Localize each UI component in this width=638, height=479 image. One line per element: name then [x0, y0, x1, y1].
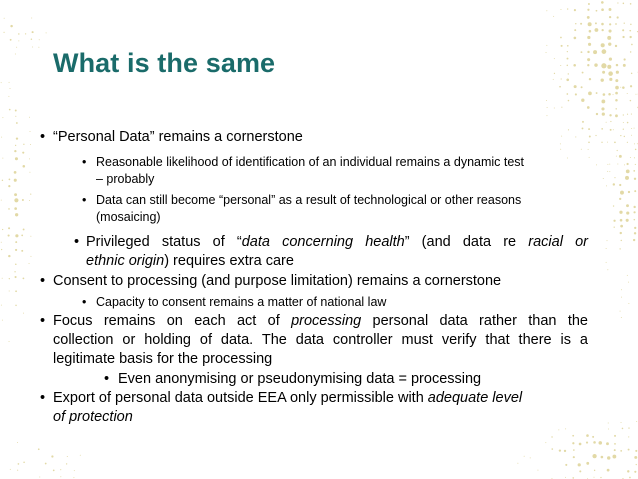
bullet: •: [82, 193, 87, 207]
subitem-mosaicing-cont: (mosaicing): [96, 210, 161, 224]
subitem-anonymising: Even anonymising or pseudonymising data = processing: [118, 371, 482, 387]
item-focus-cont2: legitimate basis for the processing: [53, 351, 273, 367]
subitem-capacity-to-consent: Capacity to consent remains a matter of national law: [96, 295, 387, 309]
item-export: Export of personal data outside EEA only permissible with adequate level: [53, 390, 523, 406]
subitem-mosaicing: Data can still become “personal” as a result of technological or other reasons: [96, 193, 522, 207]
bullet: •: [40, 273, 46, 289]
slide-title: What is the same: [53, 48, 276, 78]
bullet: •: [40, 313, 46, 329]
item-consent: Consent to processing (and purpose limitation) remains a cornerstone: [53, 273, 502, 289]
bullet: •: [40, 129, 46, 145]
bullet: •: [82, 295, 87, 309]
item-personal-data: “Personal Data” remains a cornerstone: [53, 129, 303, 145]
item-focus-cont: collection or holding of data. The data controller must verify that there is a: [53, 332, 588, 348]
bullet: •: [40, 390, 46, 406]
bullet: •: [104, 371, 110, 387]
bullet: •: [82, 155, 87, 169]
item-export-cont: of protection: [53, 409, 133, 425]
item-focus: Focus remains on each act of processing personal data rather than the: [53, 313, 588, 329]
item-privileged-status: Privileged status of “data concerning health” (and data re racial or: [86, 234, 588, 250]
subitem-identification-cont: – probably: [96, 172, 155, 186]
subitem-identification: Reasonable likelihood of identification of an individual remains a dynamic test: [96, 155, 525, 169]
bullet: •: [74, 234, 80, 250]
item-privileged-status-cont: ethnic origin) requires extra care: [86, 253, 294, 269]
